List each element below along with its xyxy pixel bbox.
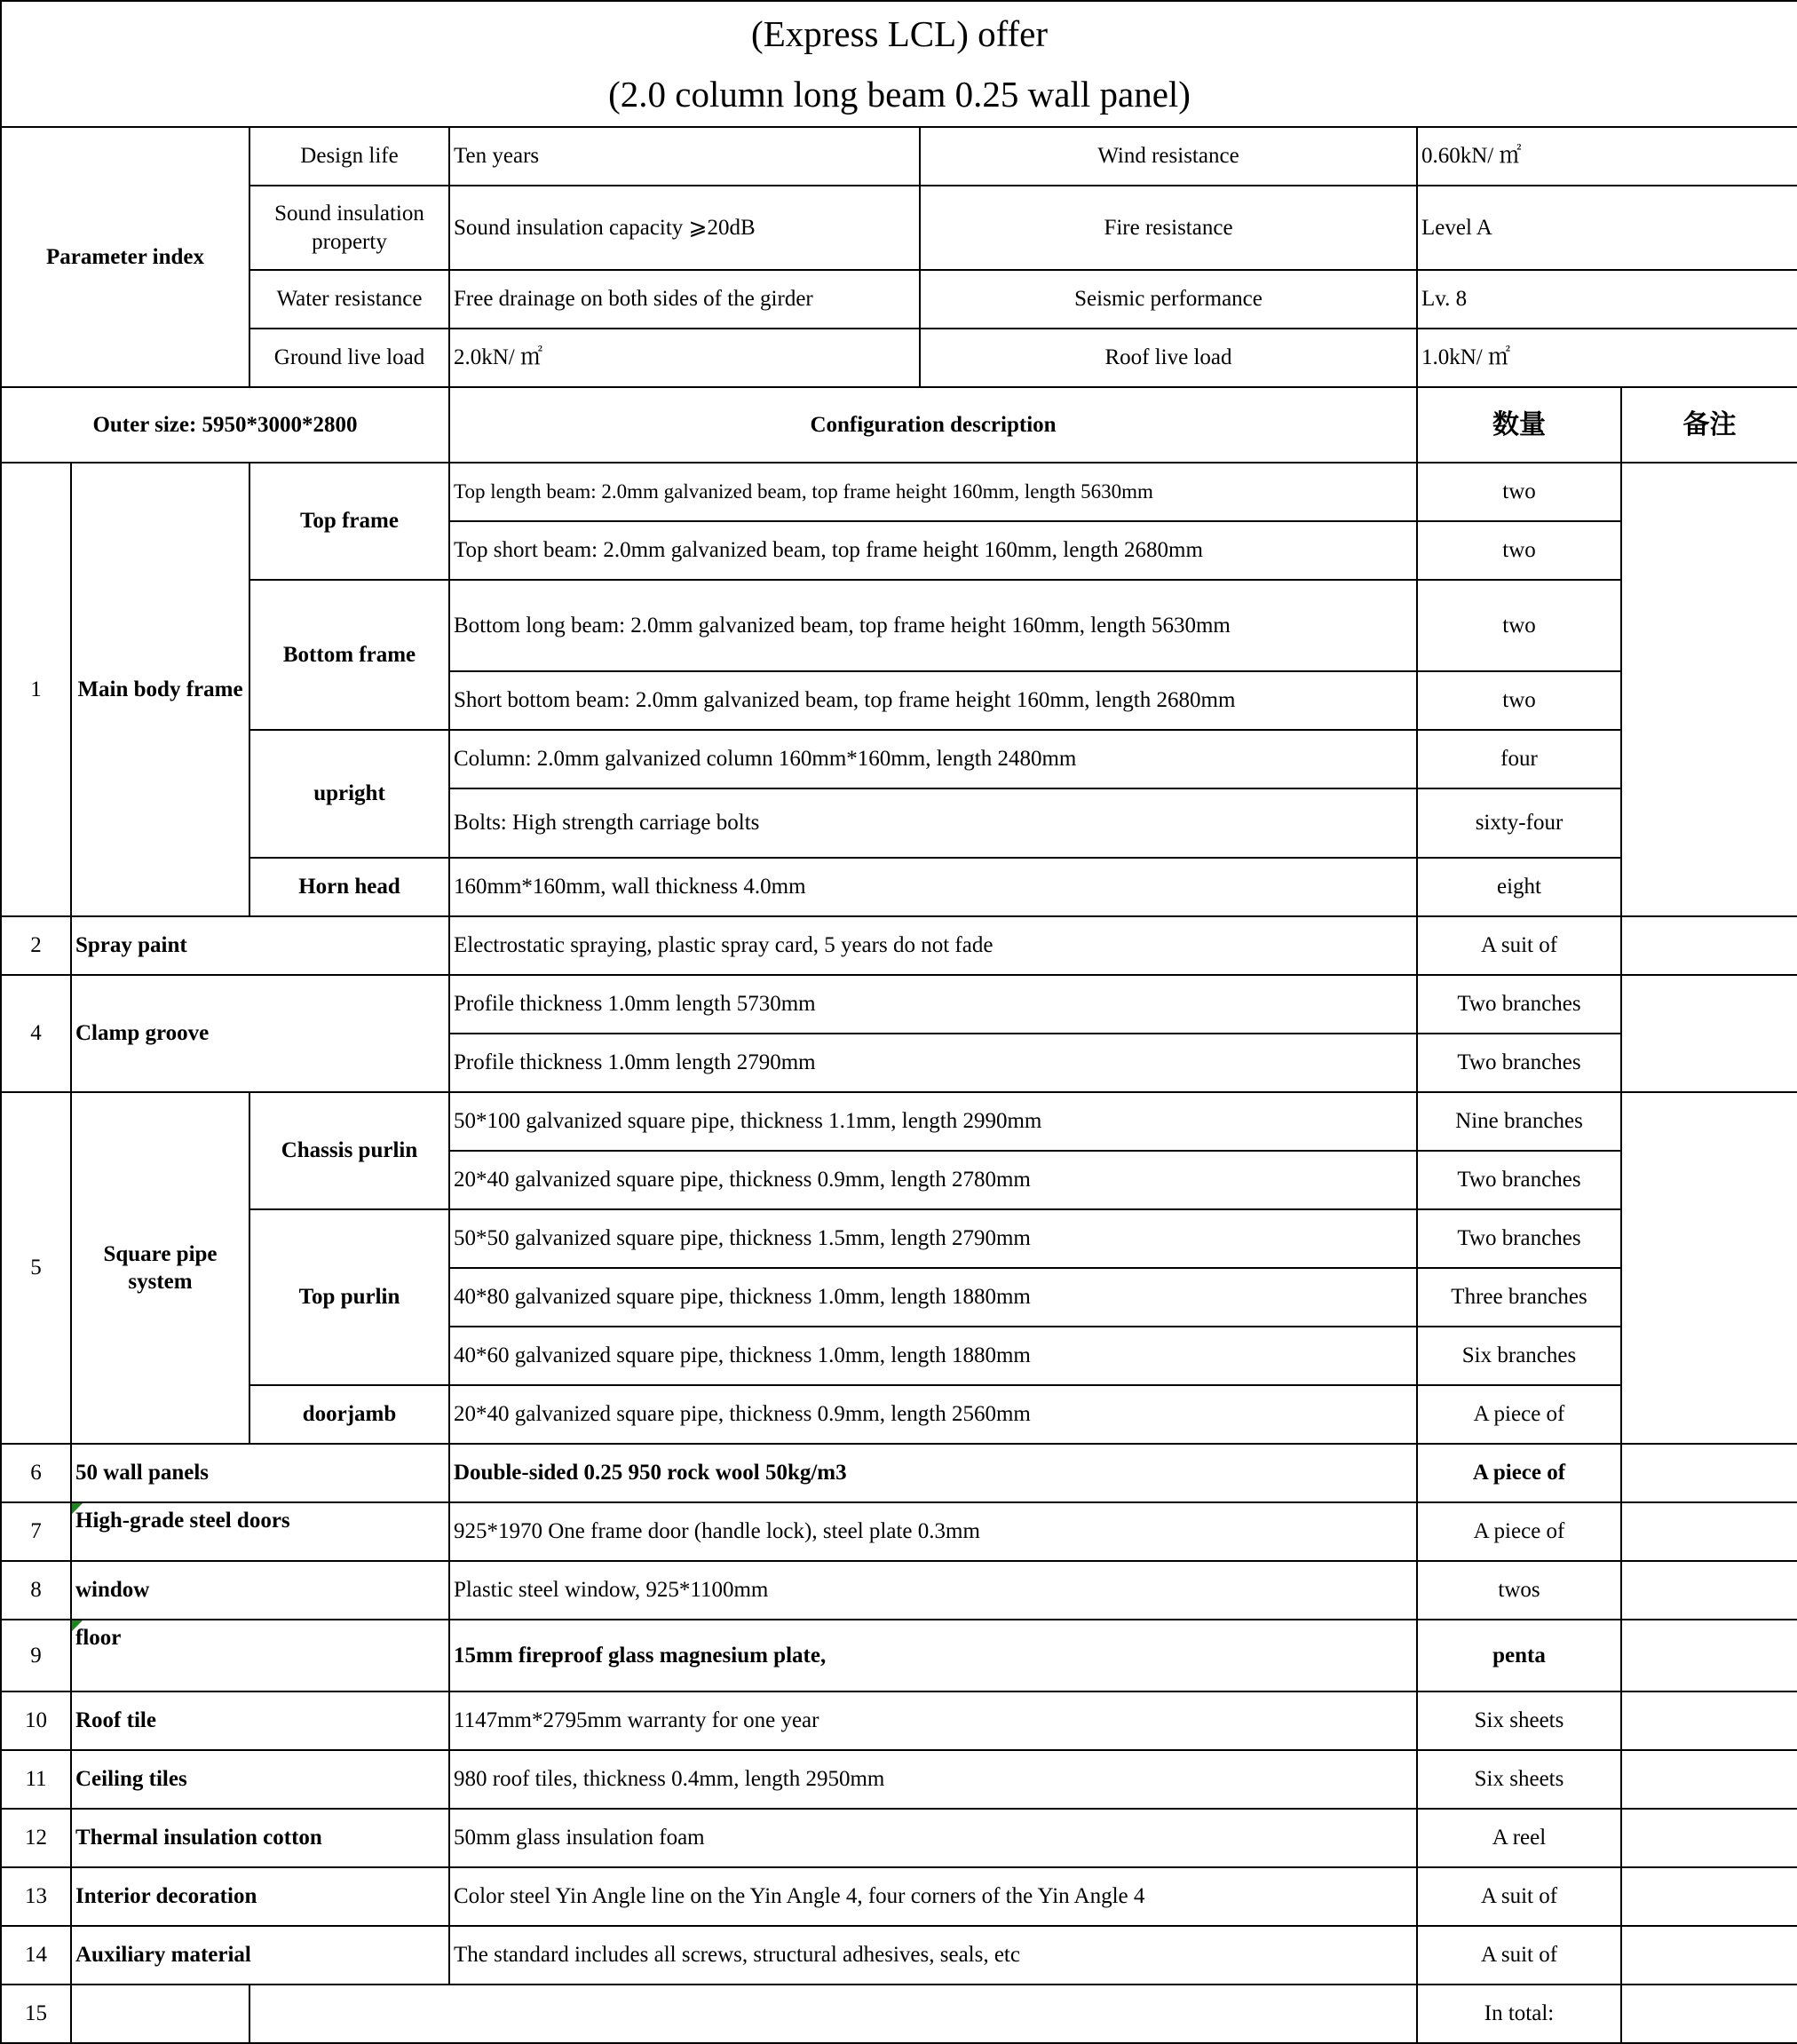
- description: 20*40 galvanized square pipe, thickness 0.9mm, length 2780mm: [449, 1151, 1417, 1209]
- param-key: Sound insulation property: [249, 186, 449, 270]
- category: 50 wall panels: [71, 1444, 449, 1502]
- subcategory: Horn head: [249, 858, 449, 916]
- remarks-cell: [1621, 1502, 1797, 1561]
- description: Column: 2.0mm galvanized column 160mm*160mm, length 2480mm: [449, 730, 1417, 788]
- quantity: Two branches: [1417, 975, 1621, 1034]
- description: Bolts: High strength carriage bolts: [449, 788, 1417, 858]
- description: 50mm glass insulation foam: [449, 1809, 1417, 1867]
- quantity: Two branches: [1417, 1034, 1621, 1092]
- description: 15mm fireproof glass magnesium plate,: [449, 1620, 1417, 1691]
- param-value: 2.0kN/ ㎡: [449, 329, 920, 387]
- quantity: two: [1417, 521, 1621, 580]
- param-key: Roof live load: [920, 329, 1417, 387]
- description: The standard includes all screws, structural adhesives, seals, etc: [449, 1926, 1417, 1985]
- description: Profile thickness 1.0mm length 5730mm: [449, 975, 1417, 1034]
- remarks-cell: [1621, 1561, 1797, 1620]
- category: Thermal insulation cotton: [71, 1809, 449, 1867]
- quantity: twos: [1417, 1561, 1621, 1620]
- description: 50*50 galvanized square pipe, thickness 1.5mm, length 2790mm: [449, 1209, 1417, 1268]
- param-key: Water resistance: [249, 270, 449, 329]
- remarks-cell: [1621, 1444, 1797, 1502]
- remarks-cell: [1621, 1092, 1797, 1444]
- quantity-header: 数量: [1417, 387, 1621, 463]
- category: Roof tile: [71, 1691, 449, 1750]
- description: Profile thickness 1.0mm length 2790mm: [449, 1034, 1417, 1092]
- title-line-1: (Express LCL) offer: [751, 13, 1049, 54]
- row-number: 2: [1, 916, 71, 975]
- quantity: eight: [1417, 858, 1621, 916]
- row-number: 4: [1, 975, 71, 1092]
- remarks-cell: [1621, 1691, 1797, 1750]
- remarks-cell: [1621, 463, 1797, 916]
- row-number: 10: [1, 1691, 71, 1750]
- subcategory: Chassis purlin: [249, 1092, 449, 1209]
- param-value: Level A: [1417, 186, 1797, 270]
- description: 50*100 galvanized square pipe, thickness 1.1mm, length 2990mm: [449, 1092, 1417, 1151]
- description: 20*40 galvanized square pipe, thickness 0.9mm, length 2560mm: [449, 1385, 1417, 1444]
- param-value: 1.0kN/ ㎡: [1417, 329, 1797, 387]
- row-number: 15: [1, 1985, 71, 2043]
- remarks-cell: [1621, 1867, 1797, 1926]
- description: 1147mm*2795mm warranty for one year: [449, 1691, 1417, 1750]
- quantity: Two branches: [1417, 1209, 1621, 1268]
- description: [249, 1985, 1417, 2043]
- row-number: 6: [1, 1444, 71, 1502]
- description: 40*60 galvanized square pipe, thickness 1.0mm, length 1880mm: [449, 1327, 1417, 1385]
- row-number: 12: [1, 1809, 71, 1867]
- config-header: Configuration description: [449, 387, 1417, 463]
- outer-size-header: Outer size: 5950*3000*2800: [1, 387, 449, 463]
- description: Double-sided 0.25 950 rock wool 50kg/m3: [449, 1444, 1417, 1502]
- description: Electrostatic spraying, plastic spray card, 5 years do not fade: [449, 916, 1417, 975]
- param-value: Lv. 8: [1417, 270, 1797, 329]
- quantity: Six sheets: [1417, 1750, 1621, 1809]
- param-value: Sound insulation capacity ⩾20dB: [449, 186, 920, 270]
- description: Short bottom beam: 2.0mm galvanized beam, top frame height 160mm, length 2680mm: [449, 671, 1417, 730]
- quantity: A reel: [1417, 1809, 1621, 1867]
- quantity: two: [1417, 463, 1621, 521]
- quantity: two: [1417, 671, 1621, 730]
- parameter-index-label: Parameter index: [1, 127, 249, 387]
- quantity: Two branches: [1417, 1151, 1621, 1209]
- category: [71, 1620, 449, 1691]
- row-number: 9: [1, 1620, 71, 1691]
- row-number: 1: [1, 463, 71, 916]
- row-number: 13: [1, 1867, 71, 1926]
- comment-indicator-icon[interactable]: [72, 1503, 83, 1514]
- comment-indicator-icon[interactable]: [72, 1620, 83, 1631]
- category: Square pipe system: [71, 1092, 249, 1444]
- subcategory: doorjamb: [249, 1385, 449, 1444]
- remarks-cell: [1621, 1750, 1797, 1809]
- param-key: Ground live load: [249, 329, 449, 387]
- description: 980 roof tiles, thickness 0.4mm, length 2950mm: [449, 1750, 1417, 1809]
- row-number: 5: [1, 1092, 71, 1444]
- quantity: A piece of: [1417, 1385, 1621, 1444]
- title-cell: [1, 1, 1797, 127]
- param-value: Free drainage on both sides of the girder: [449, 270, 920, 329]
- category: Ceiling tiles: [71, 1750, 449, 1809]
- param-key: Fire resistance: [920, 186, 1417, 270]
- subcategory: Top frame: [249, 463, 449, 580]
- quantity: sixty-four: [1417, 788, 1621, 858]
- param-key: Design life: [249, 127, 449, 186]
- param-value: Ten years: [449, 127, 920, 186]
- quantity: Six branches: [1417, 1327, 1621, 1385]
- quantity: A piece of: [1417, 1502, 1621, 1561]
- remarks-cell: [1621, 916, 1797, 975]
- quantity: penta: [1417, 1620, 1621, 1691]
- subcategory: Top purlin: [249, 1209, 449, 1385]
- category-label: High-grade steel doors: [75, 1509, 290, 1533]
- row-number: 8: [1, 1561, 71, 1620]
- category: [71, 1985, 249, 2043]
- remarks-cell: [1621, 1926, 1797, 1985]
- description: 925*1970 One frame door (handle lock), steel plate 0.3mm: [449, 1502, 1417, 1561]
- category: Main body frame: [71, 463, 249, 916]
- quantity: Three branches: [1417, 1268, 1621, 1327]
- description: Color steel Yin Angle line on the Yin Angle 4, four corners of the Yin Angle 4: [449, 1867, 1417, 1926]
- subcategory: upright: [249, 730, 449, 858]
- remarks-header: 备注: [1621, 387, 1797, 463]
- category: window: [71, 1561, 449, 1620]
- param-key: Seismic performance: [920, 270, 1417, 329]
- description: 160mm*160mm, wall thickness 4.0mm: [449, 858, 1417, 916]
- quantity: Six sheets: [1417, 1691, 1621, 1750]
- category: Clamp groove: [71, 975, 449, 1092]
- quantity: four: [1417, 730, 1621, 788]
- param-value: 0.60kN/ ㎡: [1417, 127, 1797, 186]
- description: 40*80 galvanized square pipe, thickness 1.0mm, length 1880mm: [449, 1268, 1417, 1327]
- description: Top short beam: 2.0mm galvanized beam, top frame height 160mm, length 2680mm: [449, 521, 1417, 580]
- description: Bottom long beam: 2.0mm galvanized beam, top frame height 160mm, length 5630mm: [449, 580, 1417, 671]
- category: Interior decoration: [71, 1867, 449, 1926]
- description: Top length beam: 2.0mm galvanized beam, top frame height 160mm, length 5630mm: [449, 463, 1417, 521]
- quantity: A suit of: [1417, 1926, 1621, 1985]
- category-label: floor: [75, 1626, 122, 1650]
- row-number: 14: [1, 1926, 71, 1985]
- quantity: A suit of: [1417, 916, 1621, 975]
- category: Auxiliary material: [71, 1926, 449, 1985]
- remarks-cell: [1621, 1985, 1797, 2043]
- param-key: Wind resistance: [920, 127, 1417, 186]
- quantity: two: [1417, 580, 1621, 671]
- quantity: A piece of: [1417, 1444, 1621, 1502]
- category: Spray paint: [71, 916, 449, 975]
- remarks-cell: [1621, 1620, 1797, 1691]
- category: [71, 1502, 449, 1561]
- subcategory: Bottom frame: [249, 580, 449, 730]
- title-line-2: (2.0 column long beam 0.25 wall panel): [608, 74, 1191, 115]
- quantity: A suit of: [1417, 1867, 1621, 1926]
- description: Plastic steel window, 925*1100mm: [449, 1561, 1417, 1620]
- quantity: Nine branches: [1417, 1092, 1621, 1151]
- remarks-cell: [1621, 1809, 1797, 1867]
- row-number: 11: [1, 1750, 71, 1809]
- total-label: In total:: [1417, 1985, 1621, 2043]
- remarks-cell: [1621, 975, 1797, 1092]
- row-number: 7: [1, 1502, 71, 1561]
